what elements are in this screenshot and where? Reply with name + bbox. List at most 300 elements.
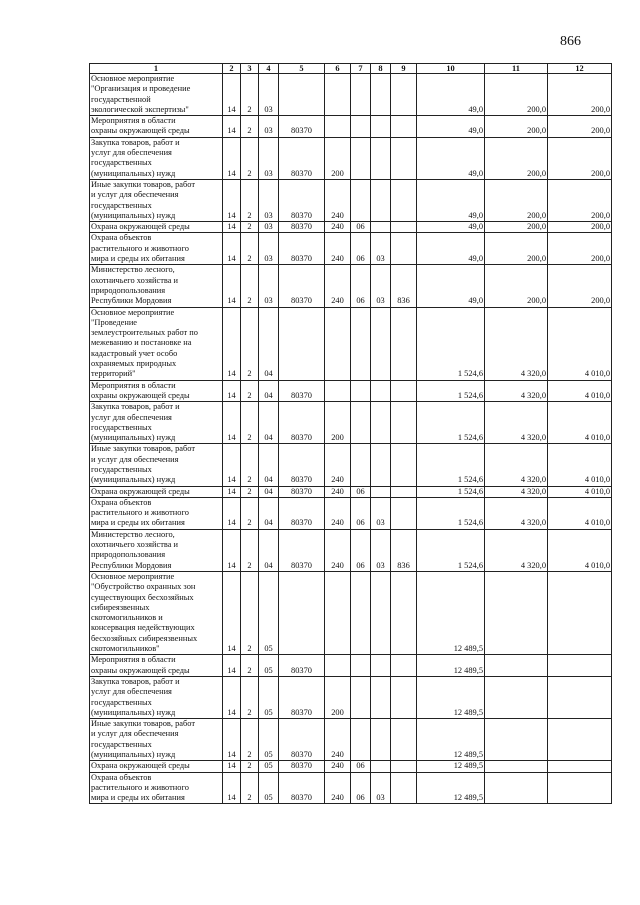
cell-col-9	[391, 761, 417, 772]
description-line: (муниципальных) нужд	[91, 168, 176, 178]
description-line: государственных	[91, 697, 152, 707]
cell-col-7: 06	[351, 486, 371, 497]
cell-col-10: 12 489,5	[417, 761, 485, 772]
cell-col-2: 14	[223, 233, 241, 265]
cell-col-6	[325, 655, 351, 677]
row-description	[90, 571, 223, 654]
cell-col-11: 4 320,0	[485, 486, 548, 497]
row-description	[90, 444, 223, 486]
description-line: и услуг для обеспечения	[91, 454, 179, 464]
cell-col-9	[391, 74, 417, 116]
cell-col-5: 80370	[279, 233, 325, 265]
cell-col-8	[371, 179, 391, 221]
cell-col-2: 14	[223, 222, 241, 233]
table-row	[90, 655, 612, 677]
description-line: Закупка товаров, работ и	[91, 676, 180, 686]
cell-col-5: 80370	[279, 179, 325, 221]
cell-col-4: 05	[259, 772, 279, 804]
cell-col-6: 240	[325, 761, 351, 772]
cell-col-11: 4 320,0	[485, 497, 548, 529]
cell-col-10: 1 524,6	[417, 444, 485, 486]
cell-col-12: 200,0	[548, 179, 612, 221]
cell-col-9	[391, 307, 417, 380]
cell-col-2: 14	[223, 571, 241, 654]
description-line: кадастровый учет особо	[91, 348, 178, 358]
cell-col-8	[371, 761, 391, 772]
cell-col-10: 12 489,5	[417, 676, 485, 718]
table-row	[90, 222, 612, 233]
cell-col-10: 1 524,6	[417, 497, 485, 529]
cell-col-6	[325, 571, 351, 654]
cell-col-7: 06	[351, 529, 371, 571]
cell-col-5: 80370	[279, 116, 325, 138]
description-line: Охрана объектов	[91, 772, 152, 782]
cell-col-7: 06	[351, 497, 371, 529]
description-line: государственных	[91, 422, 152, 432]
description-line: Министерство лесного,	[91, 529, 175, 539]
cell-col-10: 49,0	[417, 179, 485, 221]
cell-col-4: 03	[259, 222, 279, 233]
header-row	[90, 64, 612, 74]
cell-col-4: 04	[259, 486, 279, 497]
description-line: Основное мероприятие	[91, 571, 175, 581]
cell-col-8	[371, 116, 391, 138]
row-description	[90, 529, 223, 571]
cell-col-2: 14	[223, 444, 241, 486]
cell-col-9: 836	[391, 529, 417, 571]
column-header: 4	[259, 64, 279, 74]
cell-col-2: 14	[223, 529, 241, 571]
description-line: Охрана окружающей среды	[91, 761, 190, 771]
cell-col-6: 240	[325, 179, 351, 221]
cell-col-11: 4 320,0	[485, 380, 548, 402]
description-line: "Обустройство охранных зон	[91, 582, 196, 592]
cell-col-4: 03	[259, 179, 279, 221]
cell-col-3: 2	[241, 486, 259, 497]
cell-col-7	[351, 116, 371, 138]
description-line: бесхозяйных сибиреязвенных	[91, 633, 198, 643]
cell-col-2: 14	[223, 265, 241, 307]
cell-col-9	[391, 486, 417, 497]
cell-col-3: 2	[241, 676, 259, 718]
table-row	[90, 676, 612, 718]
description-line: услуг для обеспечения	[91, 687, 172, 697]
column-header: 3	[241, 64, 259, 74]
cell-col-4: 04	[259, 380, 279, 402]
cell-col-7	[351, 307, 371, 380]
description-line: территорий"	[91, 369, 136, 379]
cell-col-7	[351, 676, 371, 718]
cell-col-10: 12 489,5	[417, 655, 485, 677]
cell-col-9	[391, 222, 417, 233]
cell-col-4: 03	[259, 74, 279, 116]
cell-col-11: 200,0	[485, 116, 548, 138]
cell-col-3: 2	[241, 444, 259, 486]
cell-col-6	[325, 307, 351, 380]
cell-col-12	[548, 772, 612, 804]
description-line: Мероприятия в области	[91, 380, 176, 390]
cell-col-9	[391, 137, 417, 179]
cell-col-5: 80370	[279, 380, 325, 402]
table-row	[90, 402, 612, 444]
cell-col-9	[391, 676, 417, 718]
cell-col-12: 200,0	[548, 265, 612, 307]
cell-col-8	[371, 571, 391, 654]
cell-col-7	[351, 719, 371, 761]
description-line: охотничьего хозяйства и	[91, 275, 179, 285]
cell-col-10: 49,0	[417, 233, 485, 265]
cell-col-7	[351, 655, 371, 677]
description-line: государственных	[91, 158, 152, 168]
cell-col-5: 80370	[279, 444, 325, 486]
budget-table	[89, 63, 612, 804]
description-line: скотомогильников"	[91, 644, 160, 654]
column-header: 7	[351, 64, 371, 74]
description-line: Иные закупки товаров, работ	[91, 719, 195, 729]
cell-col-3: 2	[241, 179, 259, 221]
cell-col-7	[351, 571, 371, 654]
table-row	[90, 74, 612, 116]
row-description	[90, 233, 223, 265]
cell-col-3: 2	[241, 265, 259, 307]
cell-col-8	[371, 402, 391, 444]
description-line: и услуг для обеспечения	[91, 729, 179, 739]
description-line: мира и среды их обитания	[91, 254, 185, 264]
table-row	[90, 761, 612, 772]
description-line: сибиреязвенных	[91, 602, 150, 612]
row-description	[90, 772, 223, 804]
row-description	[90, 719, 223, 761]
description-line: Охрана объектов	[91, 497, 152, 507]
row-description	[90, 761, 223, 772]
cell-col-9	[391, 116, 417, 138]
table-row	[90, 444, 612, 486]
cell-col-11	[485, 655, 548, 677]
description-line: природопользования	[91, 285, 166, 295]
description-line: охраны окружающей среды	[91, 126, 190, 136]
table-row	[90, 137, 612, 179]
cell-col-12: 4 010,0	[548, 529, 612, 571]
cell-col-3: 2	[241, 222, 259, 233]
table-row	[90, 529, 612, 571]
description-line: природопользования	[91, 550, 166, 560]
cell-col-10: 12 489,5	[417, 719, 485, 761]
description-line: растительного и животного	[91, 508, 189, 518]
cell-col-8: 03	[371, 265, 391, 307]
cell-col-4: 04	[259, 497, 279, 529]
table-body	[90, 74, 612, 804]
cell-col-8	[371, 137, 391, 179]
cell-col-10: 49,0	[417, 222, 485, 233]
table-row	[90, 179, 612, 221]
description-line: и услуг для обеспечения	[91, 190, 179, 200]
cell-col-10: 49,0	[417, 265, 485, 307]
cell-col-11	[485, 719, 548, 761]
cell-col-6: 200	[325, 676, 351, 718]
cell-col-9	[391, 444, 417, 486]
cell-col-9	[391, 655, 417, 677]
cell-col-2: 14	[223, 179, 241, 221]
cell-col-4: 05	[259, 655, 279, 677]
description-line: консервация недействующих	[91, 623, 195, 633]
description-line: Охрана окружающей среды	[91, 222, 190, 232]
description-line: Основное мероприятие	[91, 74, 175, 83]
table-row	[90, 116, 612, 138]
description-line: скотомогильников и	[91, 613, 163, 623]
cell-col-3: 2	[241, 719, 259, 761]
cell-col-2: 14	[223, 116, 241, 138]
description-line: (муниципальных) нужд	[91, 750, 176, 759]
cell-col-8	[371, 74, 391, 116]
description-line: Охрана окружающей среды	[91, 486, 190, 496]
row-description	[90, 179, 223, 221]
cell-col-12: 200,0	[548, 74, 612, 116]
table-row	[90, 571, 612, 654]
description-line: (муниципальных) нужд	[91, 210, 176, 220]
cell-col-11: 200,0	[485, 179, 548, 221]
description-line: (муниципальных) нужд	[91, 707, 176, 717]
cell-col-12	[548, 655, 612, 677]
column-header: 12	[548, 64, 612, 74]
cell-col-8	[371, 222, 391, 233]
cell-col-3: 2	[241, 137, 259, 179]
cell-col-6	[325, 74, 351, 116]
cell-col-7: 06	[351, 233, 371, 265]
description-line: (муниципальных) нужд	[91, 475, 176, 485]
cell-col-2: 14	[223, 761, 241, 772]
cell-col-12: 200,0	[548, 233, 612, 265]
cell-col-7	[351, 137, 371, 179]
cell-col-10: 12 489,5	[417, 571, 485, 654]
cell-col-2: 14	[223, 655, 241, 677]
cell-col-11: 4 320,0	[485, 529, 548, 571]
cell-col-5: 80370	[279, 497, 325, 529]
cell-col-11	[485, 772, 548, 804]
cell-col-6: 240	[325, 444, 351, 486]
table-row	[90, 486, 612, 497]
cell-col-3: 2	[241, 74, 259, 116]
row-description	[90, 497, 223, 529]
description-line: государственной	[91, 94, 151, 104]
row-description	[90, 676, 223, 718]
description-line: мира и среды их обитания	[91, 793, 185, 803]
cell-col-2: 14	[223, 402, 241, 444]
cell-col-4: 05	[259, 761, 279, 772]
column-header: 9	[391, 64, 417, 74]
cell-col-6: 240	[325, 233, 351, 265]
cell-col-12: 4 010,0	[548, 486, 612, 497]
cell-col-3: 2	[241, 761, 259, 772]
cell-col-8: 03	[371, 772, 391, 804]
cell-col-12: 4 010,0	[548, 444, 612, 486]
cell-col-5: 80370	[279, 529, 325, 571]
description-line: Министерство лесного,	[91, 265, 175, 275]
description-line: Закупка товаров, работ и	[91, 402, 180, 412]
cell-col-10: 1 524,6	[417, 529, 485, 571]
cell-col-2: 14	[223, 676, 241, 718]
cell-col-9	[391, 233, 417, 265]
description-line: услуг для обеспечения	[91, 412, 172, 422]
cell-col-11: 200,0	[485, 233, 548, 265]
cell-col-3: 2	[241, 380, 259, 402]
row-description	[90, 307, 223, 380]
cell-col-6: 240	[325, 497, 351, 529]
description-line: государственных	[91, 464, 152, 474]
cell-col-5: 80370	[279, 772, 325, 804]
cell-col-4: 04	[259, 444, 279, 486]
cell-col-4: 05	[259, 719, 279, 761]
cell-col-7	[351, 444, 371, 486]
cell-col-6: 200	[325, 137, 351, 179]
cell-col-9	[391, 497, 417, 529]
cell-col-5: 80370	[279, 676, 325, 718]
cell-col-11: 4 320,0	[485, 307, 548, 380]
cell-col-9	[391, 402, 417, 444]
row-description	[90, 402, 223, 444]
description-line: растительного и животного	[91, 782, 189, 792]
cell-col-8: 03	[371, 233, 391, 265]
table-row	[90, 307, 612, 380]
cell-col-3: 2	[241, 571, 259, 654]
cell-col-11: 200,0	[485, 74, 548, 116]
cell-col-8	[371, 655, 391, 677]
column-header: 11	[485, 64, 548, 74]
cell-col-6: 240	[325, 486, 351, 497]
cell-col-3: 2	[241, 116, 259, 138]
table-row	[90, 497, 612, 529]
column-header: 6	[325, 64, 351, 74]
description-line: Иные закупки товаров, работ	[91, 444, 195, 454]
cell-col-7	[351, 179, 371, 221]
cell-col-4: 04	[259, 529, 279, 571]
cell-col-7: 06	[351, 761, 371, 772]
cell-col-5	[279, 74, 325, 116]
cell-col-2: 14	[223, 486, 241, 497]
cell-col-10: 12 489,5	[417, 772, 485, 804]
cell-col-8	[371, 380, 391, 402]
cell-col-8	[371, 486, 391, 497]
description-line: Основное мероприятие	[91, 307, 175, 317]
cell-col-6: 240	[325, 772, 351, 804]
table-row	[90, 772, 612, 804]
description-line: мира и среды их обитания	[91, 518, 185, 528]
cell-col-3: 2	[241, 655, 259, 677]
cell-col-8	[371, 676, 391, 718]
cell-col-7	[351, 74, 371, 116]
cell-col-6	[325, 116, 351, 138]
cell-col-2: 14	[223, 74, 241, 116]
cell-col-2: 14	[223, 137, 241, 179]
description-line: Республики Мордовия	[91, 296, 172, 306]
cell-col-4: 03	[259, 137, 279, 179]
description-line: Иные закупки товаров, работ	[91, 179, 195, 189]
cell-col-5: 80370	[279, 137, 325, 179]
page-number: 866	[560, 34, 581, 49]
description-line: "Проведение	[91, 317, 138, 327]
description-line: Мероприятия в области	[91, 116, 176, 126]
cell-col-2: 14	[223, 307, 241, 380]
table-row	[90, 265, 612, 307]
cell-col-5	[279, 571, 325, 654]
cell-col-12: 4 010,0	[548, 307, 612, 380]
description-line: Республики Мордовия	[91, 560, 172, 570]
row-description	[90, 137, 223, 179]
cell-col-12: 200,0	[548, 137, 612, 179]
column-header: 5	[279, 64, 325, 74]
column-header: 2	[223, 64, 241, 74]
cell-col-6: 240	[325, 529, 351, 571]
cell-col-10: 1 524,6	[417, 380, 485, 402]
cell-col-12: 200,0	[548, 222, 612, 233]
cell-col-10: 1 524,6	[417, 307, 485, 380]
cell-col-9	[391, 571, 417, 654]
column-header: 10	[417, 64, 485, 74]
row-description	[90, 116, 223, 138]
description-line: услуг для обеспечения	[91, 148, 172, 158]
description-line: растительного и животного	[91, 243, 189, 253]
description-line: (муниципальных) нужд	[91, 433, 176, 443]
cell-col-5: 80370	[279, 222, 325, 233]
cell-col-8	[371, 444, 391, 486]
cell-col-12	[548, 571, 612, 654]
cell-col-12: 4 010,0	[548, 497, 612, 529]
description-line: охотничьего хозяйства и	[91, 540, 179, 550]
cell-col-2: 14	[223, 380, 241, 402]
cell-col-11: 200,0	[485, 222, 548, 233]
cell-col-10: 49,0	[417, 74, 485, 116]
cell-col-12	[548, 676, 612, 718]
cell-col-4: 05	[259, 571, 279, 654]
cell-col-8: 03	[371, 497, 391, 529]
cell-col-2: 14	[223, 497, 241, 529]
description-line: существующих бесхозяйных	[91, 592, 194, 602]
cell-col-7	[351, 402, 371, 444]
cell-col-7: 06	[351, 222, 371, 233]
cell-col-3: 2	[241, 497, 259, 529]
cell-col-11: 200,0	[485, 265, 548, 307]
cell-col-6	[325, 380, 351, 402]
cell-col-5: 80370	[279, 655, 325, 677]
cell-col-5: 80370	[279, 761, 325, 772]
cell-col-11	[485, 571, 548, 654]
cell-col-7: 06	[351, 265, 371, 307]
cell-col-11: 4 320,0	[485, 402, 548, 444]
cell-col-2: 14	[223, 772, 241, 804]
cell-col-6: 240	[325, 265, 351, 307]
description-line: государственных	[91, 200, 152, 210]
cell-col-7	[351, 380, 371, 402]
cell-col-5	[279, 307, 325, 380]
cell-col-11: 200,0	[485, 137, 548, 179]
cell-col-5: 80370	[279, 402, 325, 444]
row-description	[90, 380, 223, 402]
cell-col-3: 2	[241, 402, 259, 444]
cell-col-2: 14	[223, 719, 241, 761]
cell-col-10: 49,0	[417, 116, 485, 138]
cell-col-6: 200	[325, 402, 351, 444]
description-line: охраняемых природных	[91, 359, 177, 369]
cell-col-4: 03	[259, 233, 279, 265]
cell-col-5: 80370	[279, 486, 325, 497]
description-line: "Организация и проведение	[91, 84, 191, 94]
cell-col-3: 2	[241, 529, 259, 571]
cell-col-9	[391, 380, 417, 402]
cell-col-9	[391, 719, 417, 761]
cell-col-12: 200,0	[548, 116, 612, 138]
cell-col-10: 49,0	[417, 137, 485, 179]
cell-col-3: 2	[241, 233, 259, 265]
cell-col-4: 03	[259, 116, 279, 138]
